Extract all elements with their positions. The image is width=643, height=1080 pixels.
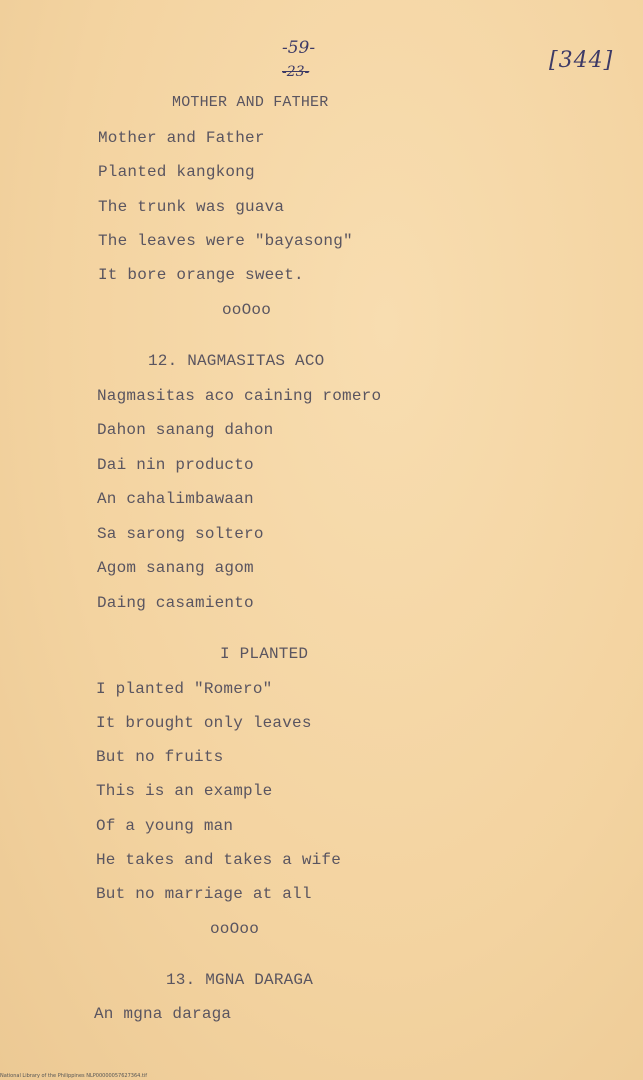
verse-line: The leaves were "bayasong" [98, 232, 353, 250]
section-title: MOTHER AND FATHER [172, 94, 329, 111]
verse-line: An cahalimbawaan [97, 490, 254, 508]
verse-line: The trunk was guava [98, 198, 285, 216]
page-number: -59- [282, 38, 316, 58]
verse-line: Sa sarong soltero [97, 525, 264, 543]
verse-line: But no fruits [96, 748, 224, 766]
verse-line: Daing casamiento [97, 594, 254, 612]
verse-line: An mgna daraga [94, 1005, 232, 1023]
verse-line: Agom sanang agom [97, 559, 254, 577]
verse-line: Dahon sanang dahon [97, 421, 274, 439]
verse-line: This is an example [96, 782, 273, 800]
reference-number: [344] [549, 48, 614, 73]
verse-line: I planted "Romero" [96, 680, 273, 698]
verse-line: Planted kangkong [98, 163, 255, 181]
verse-line: Dai nin producto [97, 456, 254, 474]
section-title: 13. MGNA DARAGA [166, 971, 314, 989]
verse-line: But no marriage at all [96, 885, 312, 903]
footer-caption: National Library of the Philippines NLP00000057627364.tif [0, 1073, 148, 1079]
verse-line: Mother and Father [98, 129, 265, 147]
verse-line: It bore orange sweet. [98, 266, 304, 284]
verse-line: Of a young man [96, 817, 234, 835]
verse-line: Nagmasitas aco caining romero [97, 387, 382, 405]
section-title: I PLANTED [220, 645, 309, 663]
section-title: 12. NAGMASITAS ACO [148, 352, 325, 370]
separator: ooOoo [222, 301, 272, 319]
separator: ooOoo [210, 920, 260, 938]
verse-line: It brought only leaves [96, 714, 312, 732]
verse-line: He takes and takes a wife [96, 851, 342, 869]
page-number-struck: -23- [282, 64, 310, 80]
